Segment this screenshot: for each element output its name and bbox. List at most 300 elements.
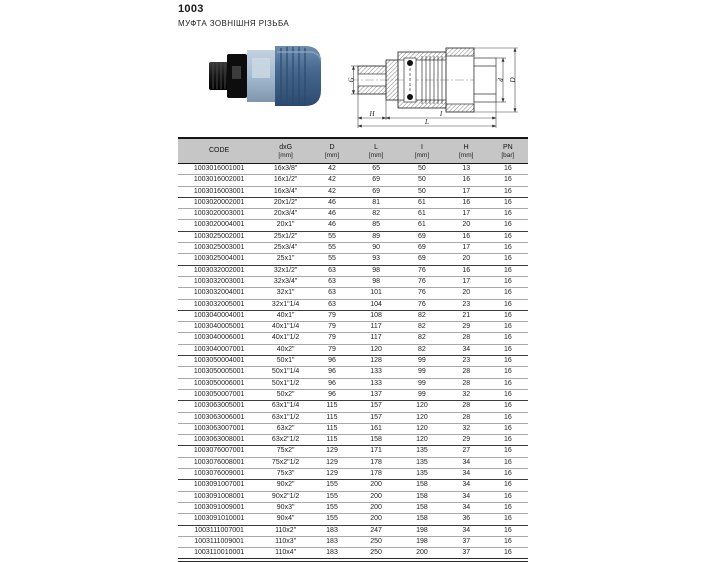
cell-dxg: 25x1/2" bbox=[260, 231, 311, 242]
cell-i: 61 bbox=[399, 209, 445, 220]
cell-pn: 16 bbox=[488, 220, 528, 231]
cell-l: 157 bbox=[353, 401, 399, 412]
cell-code: 1003091008001 bbox=[178, 491, 260, 502]
cell-code: 1003091010001 bbox=[178, 514, 260, 525]
cell-i: 198 bbox=[399, 536, 445, 547]
cell-i: 76 bbox=[399, 288, 445, 299]
cell-h: 32 bbox=[445, 423, 488, 434]
cell-dxg: 110x2" bbox=[260, 525, 311, 536]
cell-dxg: 90x4" bbox=[260, 514, 311, 525]
cell-code: 1003032004001 bbox=[178, 288, 260, 299]
table-row bbox=[178, 389, 528, 400]
column-header-d: D [mm] bbox=[311, 138, 353, 164]
cell-code: 1003111007001 bbox=[178, 525, 260, 536]
cell-l: 117 bbox=[353, 322, 399, 333]
cell-pn: 16 bbox=[488, 310, 528, 321]
cell-h: 17 bbox=[445, 243, 488, 254]
cell-pn: 16 bbox=[488, 457, 528, 468]
cell-code: 1003032002001 bbox=[178, 265, 260, 276]
cell-h: 28 bbox=[445, 378, 488, 389]
table-row bbox=[178, 446, 528, 457]
hex-step bbox=[386, 60, 398, 100]
cell-pn: 16 bbox=[488, 480, 528, 491]
cell-i: 82 bbox=[399, 310, 445, 321]
cell-code: 1003091007001 bbox=[178, 480, 260, 491]
cell-i: 99 bbox=[399, 356, 445, 367]
cell-pn: 16 bbox=[488, 435, 528, 446]
cell-i: 99 bbox=[399, 389, 445, 400]
cell-code: 1003016002001 bbox=[178, 175, 260, 186]
table-row bbox=[178, 254, 528, 265]
column-header-dxg: dxG [mm] bbox=[260, 138, 311, 164]
cell-pn: 16 bbox=[488, 265, 528, 276]
cell-d: 42 bbox=[328, 165, 336, 172]
cell-pn: 16 bbox=[488, 186, 528, 197]
cell-l: 200 bbox=[353, 502, 399, 513]
cell-dxg: 63x1"1/4 bbox=[260, 401, 311, 412]
cell-i: 76 bbox=[399, 265, 445, 276]
table-row bbox=[178, 367, 528, 378]
cell-l: 98 bbox=[353, 276, 399, 287]
cell-pn: 16 bbox=[488, 548, 528, 559]
cell-dxg: 20x3/4" bbox=[260, 209, 311, 220]
table-row bbox=[178, 209, 528, 220]
cell-pn: 16 bbox=[488, 401, 528, 412]
table-row bbox=[178, 435, 528, 446]
dim-label-H: H bbox=[369, 110, 375, 118]
cell-code: 1003076008001 bbox=[178, 457, 260, 468]
cell-i: 82 bbox=[399, 333, 445, 344]
cell-d: 115 bbox=[311, 435, 353, 446]
cell-d: 63 bbox=[311, 288, 353, 299]
cell-dxg: 25x3/4" bbox=[260, 243, 311, 254]
cell-pn: 16 bbox=[488, 254, 528, 265]
cell-i: 120 bbox=[399, 435, 445, 446]
cell-h: 29 bbox=[445, 322, 488, 333]
cell-pn: 16 bbox=[488, 175, 528, 186]
cell-code: 1003040004001 bbox=[178, 310, 260, 321]
cell-l: 120 bbox=[353, 344, 399, 355]
cell-h: 34 bbox=[445, 491, 488, 502]
table-row bbox=[178, 276, 528, 287]
cell-h: 21 bbox=[445, 310, 488, 321]
cell-d: 115 bbox=[311, 401, 353, 412]
cell-d: 46 bbox=[311, 209, 353, 220]
cell-d: 42 bbox=[311, 186, 353, 197]
cell-code: 1003076007001 bbox=[178, 446, 260, 457]
cell-pn: 16 bbox=[488, 231, 528, 242]
cell-h: 32 bbox=[445, 389, 488, 400]
cell-dxg: 16x3/4" bbox=[260, 186, 311, 197]
cell-h: 28 bbox=[445, 401, 488, 412]
cell-pn: 16 bbox=[488, 299, 528, 310]
cell-h: 36 bbox=[445, 514, 488, 525]
cell-pn: 16 bbox=[488, 491, 528, 502]
cell-h: 34 bbox=[445, 525, 488, 536]
cell-pn: 16 bbox=[488, 243, 528, 254]
cell-h: 16 bbox=[445, 265, 488, 276]
cell-l: 117 bbox=[353, 333, 399, 344]
table-row bbox=[178, 401, 528, 412]
cell-h: 34 bbox=[445, 502, 488, 513]
cell-d: 79 bbox=[311, 333, 353, 344]
cell-d: 155 bbox=[311, 480, 353, 491]
cell-i: 50 bbox=[399, 186, 445, 197]
cell-pn: 16 bbox=[488, 525, 528, 536]
cell-pn: 16 bbox=[503, 165, 512, 172]
cell-code: 1003063007001 bbox=[178, 423, 260, 434]
cell-l: 69 bbox=[353, 175, 399, 186]
cell-d: 129 bbox=[311, 457, 353, 468]
table-row bbox=[178, 322, 528, 333]
cell-dxg: 63x1"1/2 bbox=[260, 412, 311, 423]
cell-h: 29 bbox=[445, 435, 488, 446]
dim-label-d: d bbox=[497, 78, 505, 82]
cell-h: 17 bbox=[445, 276, 488, 287]
cell-dxg: 75x3" bbox=[260, 469, 311, 480]
cell-dxg: 50x1" bbox=[260, 356, 311, 367]
cell-code: 1003050004001 bbox=[178, 356, 260, 367]
cell-i: 69 bbox=[399, 254, 445, 265]
cell-d: 63 bbox=[311, 265, 353, 276]
cell-h: 13 bbox=[462, 165, 471, 172]
cell-l: 82 bbox=[353, 209, 399, 220]
cell-l: 90 bbox=[353, 243, 399, 254]
cell-h: 27 bbox=[445, 446, 488, 457]
cell-h: 16 bbox=[445, 231, 488, 242]
table-row bbox=[178, 197, 528, 208]
cell-l: 178 bbox=[353, 457, 399, 468]
cell-l: 178 bbox=[353, 469, 399, 480]
cell-code: 1003032005001 bbox=[178, 299, 260, 310]
cell-d: 115 bbox=[311, 423, 353, 434]
cell-h: 34 bbox=[445, 480, 488, 491]
cell-l: 85 bbox=[353, 220, 399, 231]
cell-code: 1003040006001 bbox=[178, 333, 260, 344]
table-row bbox=[178, 480, 528, 491]
cell-l: 200 bbox=[353, 514, 399, 525]
cell-i: 82 bbox=[399, 344, 445, 355]
cell-code: 1003025003001 bbox=[178, 243, 260, 254]
body-band bbox=[247, 50, 275, 102]
cell-dxg: 63x2"1/2 bbox=[260, 435, 311, 446]
cell-l: 137 bbox=[353, 389, 399, 400]
cell-i: 99 bbox=[399, 367, 445, 378]
cell-l: 247 bbox=[353, 525, 399, 536]
cell-code: 1003040007001 bbox=[178, 344, 260, 355]
cell-code: 1003063006001 bbox=[178, 412, 260, 423]
cell-i: 69 bbox=[399, 243, 445, 254]
cell-d: 96 bbox=[311, 389, 353, 400]
table-row bbox=[178, 265, 528, 276]
cell-pn: 16 bbox=[488, 356, 528, 367]
cell-d: 155 bbox=[311, 514, 353, 525]
table-row bbox=[178, 491, 528, 502]
table-row bbox=[178, 536, 528, 547]
cell-code: 1003020004001 bbox=[178, 220, 260, 231]
cell-d: 129 bbox=[311, 446, 353, 457]
table-row bbox=[178, 514, 528, 525]
cell-pn: 16 bbox=[488, 367, 528, 378]
cell-d: 183 bbox=[311, 525, 353, 536]
cell-h: 34 bbox=[445, 344, 488, 355]
cell-d: 183 bbox=[311, 548, 353, 559]
cell-l: 98 bbox=[353, 265, 399, 276]
cell-pn: 16 bbox=[488, 502, 528, 513]
cell-dxg: 50x1"1/2 bbox=[260, 378, 311, 389]
table-body bbox=[178, 164, 528, 559]
cell-h: 28 bbox=[445, 367, 488, 378]
cell-i: 120 bbox=[399, 423, 445, 434]
cell-d: 155 bbox=[311, 491, 353, 502]
cell-dxg: 40x1" bbox=[260, 310, 311, 321]
cell-pn: 16 bbox=[488, 209, 528, 220]
cell-pn: 16 bbox=[488, 378, 528, 389]
cell-i: 61 bbox=[399, 197, 445, 208]
cell-i: 135 bbox=[399, 457, 445, 468]
table-row bbox=[178, 412, 528, 423]
table-row bbox=[178, 423, 528, 434]
spec-table bbox=[178, 137, 528, 559]
cell-l: 250 bbox=[353, 548, 399, 559]
cell-h: 23 bbox=[445, 299, 488, 310]
column-header-pn: PN [bar] bbox=[488, 138, 528, 164]
cell-pn: 16 bbox=[488, 389, 528, 400]
table-row bbox=[178, 378, 528, 389]
cell-h: 16 bbox=[445, 175, 488, 186]
cell-h: 20 bbox=[445, 254, 488, 265]
cell-code: 1003025002001 bbox=[178, 231, 260, 242]
table-row bbox=[178, 344, 528, 355]
page-code: 1003 bbox=[178, 3, 204, 15]
cell-code: 1003032003001 bbox=[178, 276, 260, 287]
collar bbox=[227, 54, 247, 98]
cell-i: 76 bbox=[399, 299, 445, 310]
cell-pn: 16 bbox=[488, 333, 528, 344]
dim-label-G: G bbox=[348, 77, 356, 83]
cell-code: 1003020002001 bbox=[178, 197, 260, 208]
cell-h: 37 bbox=[445, 536, 488, 547]
cell-h: 34 bbox=[445, 457, 488, 468]
cell-code: 1003016003001 bbox=[178, 186, 260, 197]
cell-code: 1003050007001 bbox=[178, 389, 260, 400]
page-title: МУФТА ЗОВНІШНЯ РІЗЬБА bbox=[178, 19, 290, 28]
cell-l: 200 bbox=[353, 491, 399, 502]
table-row bbox=[178, 525, 528, 536]
cell-i: 135 bbox=[399, 469, 445, 480]
cell-d: 183 bbox=[311, 536, 353, 547]
cell-l: 128 bbox=[353, 356, 399, 367]
table-row bbox=[178, 457, 528, 468]
cell-l: 69 bbox=[353, 186, 399, 197]
cell-dxg: 20x1/2" bbox=[260, 197, 311, 208]
column-header-i: I [mm] bbox=[399, 138, 445, 164]
cell-dxg: 32x1"1/4 bbox=[260, 299, 311, 310]
cell-pn: 16 bbox=[488, 288, 528, 299]
cell-i: 50 bbox=[418, 165, 426, 172]
cell-code: 1003063005001 bbox=[178, 401, 260, 412]
table-row bbox=[178, 220, 528, 231]
cell-l: 108 bbox=[353, 310, 399, 321]
cell-d: 46 bbox=[311, 197, 353, 208]
cell-code: 1003111009001 bbox=[178, 536, 260, 547]
cell-l: 250 bbox=[353, 536, 399, 547]
cell-dxg: 110x4" bbox=[260, 548, 311, 559]
cell-dxg: 50x2" bbox=[260, 389, 311, 400]
cell-i: 99 bbox=[399, 378, 445, 389]
cell-code: 1003076009001 bbox=[178, 469, 260, 480]
cell-i: 120 bbox=[399, 412, 445, 423]
cell-l: 157 bbox=[353, 412, 399, 423]
male-thread-end bbox=[209, 62, 229, 90]
table-row bbox=[178, 231, 528, 242]
cell-dxg: 32x1" bbox=[260, 288, 311, 299]
cell-h: 17 bbox=[445, 186, 488, 197]
clamp-insert bbox=[404, 58, 416, 102]
table-header-row bbox=[178, 138, 528, 164]
cell-d: 96 bbox=[311, 378, 353, 389]
cell-code: 1003091009001 bbox=[178, 502, 260, 513]
cell-d: 79 bbox=[311, 322, 353, 333]
cell-h: 28 bbox=[445, 333, 488, 344]
cell-code: 1003050006001 bbox=[178, 378, 260, 389]
cell-d: 115 bbox=[311, 412, 353, 423]
cell-code: 1003025004001 bbox=[178, 254, 260, 265]
dim-label-D: D bbox=[509, 77, 517, 83]
cell-i: 82 bbox=[399, 322, 445, 333]
table-row bbox=[178, 310, 528, 321]
cell-pn: 16 bbox=[488, 412, 528, 423]
cell-dxg: 90x2"1/2 bbox=[260, 491, 311, 502]
table-row bbox=[178, 356, 528, 367]
column-header-h: H [mm] bbox=[445, 138, 488, 164]
cell-l: 93 bbox=[353, 254, 399, 265]
cell-d: 55 bbox=[311, 231, 353, 242]
cell-code: 1003050005001 bbox=[178, 367, 260, 378]
cell-dxg: 20x1" bbox=[260, 220, 311, 231]
cell-dxg: 32x1/2" bbox=[260, 265, 311, 276]
pipe-end bbox=[474, 58, 496, 102]
cell-code: 1003016001001 bbox=[193, 165, 245, 172]
cell-dxg: 50x1"1/4 bbox=[260, 367, 311, 378]
cell-h: 16 bbox=[445, 197, 488, 208]
cell-pn: 16 bbox=[488, 446, 528, 457]
cell-dxg: 16x3/8" bbox=[273, 165, 298, 172]
product-photo bbox=[207, 38, 325, 114]
cell-dxg: 40x1"1/2 bbox=[260, 333, 311, 344]
cell-l: 161 bbox=[353, 423, 399, 434]
technical-diagram bbox=[348, 30, 530, 132]
column-header-code: CODE bbox=[178, 138, 260, 164]
cell-dxg: 75x2" bbox=[260, 446, 311, 457]
cell-d: 96 bbox=[311, 356, 353, 367]
table-row bbox=[178, 175, 528, 186]
cell-dxg: 110x3" bbox=[260, 536, 311, 547]
cell-h: 28 bbox=[445, 412, 488, 423]
cell-d: 155 bbox=[311, 502, 353, 513]
cell-d: 79 bbox=[311, 310, 353, 321]
cell-pn: 16 bbox=[488, 322, 528, 333]
cell-h: 37 bbox=[445, 548, 488, 559]
cell-l: 101 bbox=[353, 288, 399, 299]
table-row bbox=[178, 288, 528, 299]
cell-dxg: 16x1/2" bbox=[260, 175, 311, 186]
cell-i: 158 bbox=[399, 502, 445, 513]
cell-dxg: 32x3/4" bbox=[260, 276, 311, 287]
cell-i: 158 bbox=[399, 514, 445, 525]
cell-pn: 16 bbox=[488, 344, 528, 355]
cell-d: 63 bbox=[311, 299, 353, 310]
cell-dxg: 40x2" bbox=[260, 344, 311, 355]
cell-h: 20 bbox=[445, 220, 488, 231]
cell-d: 42 bbox=[311, 175, 353, 186]
table-row bbox=[178, 164, 528, 175]
cell-d: 55 bbox=[311, 254, 353, 265]
cell-dxg: 63x2" bbox=[260, 423, 311, 434]
cell-l: 200 bbox=[353, 480, 399, 491]
cell-d: 46 bbox=[311, 220, 353, 231]
cell-l: 133 bbox=[353, 367, 399, 378]
cell-d: 129 bbox=[311, 469, 353, 480]
cell-i: 200 bbox=[399, 548, 445, 559]
cell-d: 55 bbox=[311, 243, 353, 254]
cell-l: 65 bbox=[372, 165, 380, 172]
cell-l: 133 bbox=[353, 378, 399, 389]
table-row bbox=[178, 469, 528, 480]
table-row bbox=[178, 333, 528, 344]
cell-h: 20 bbox=[445, 288, 488, 299]
cell-i: 61 bbox=[399, 220, 445, 231]
cell-d: 63 bbox=[311, 276, 353, 287]
cell-i: 135 bbox=[399, 446, 445, 457]
table-row bbox=[178, 502, 528, 513]
cell-pn: 16 bbox=[488, 276, 528, 287]
cell-dxg: 75x2"1/2 bbox=[260, 457, 311, 468]
cell-dxg: 90x2" bbox=[260, 480, 311, 491]
cell-code: 1003020003001 bbox=[178, 209, 260, 220]
cell-l: 81 bbox=[353, 197, 399, 208]
cell-h: 23 bbox=[445, 356, 488, 367]
cell-dxg: 40x1"1/4 bbox=[260, 322, 311, 333]
cell-i: 76 bbox=[399, 276, 445, 287]
cell-pn: 16 bbox=[488, 514, 528, 525]
cell-code: 1003110010001 bbox=[178, 548, 260, 559]
cell-l: 89 bbox=[353, 231, 399, 242]
cell-pn: 16 bbox=[488, 197, 528, 208]
spec-table-container bbox=[178, 137, 528, 562]
cell-i: 158 bbox=[399, 480, 445, 491]
cell-dxg: 90x3" bbox=[260, 502, 311, 513]
cell-h: 34 bbox=[445, 469, 488, 480]
cell-d: 96 bbox=[311, 367, 353, 378]
table-row bbox=[178, 243, 528, 254]
cell-d: 79 bbox=[311, 344, 353, 355]
dim-label-I: I bbox=[439, 110, 443, 118]
cell-l: 158 bbox=[353, 435, 399, 446]
cell-pn: 16 bbox=[488, 469, 528, 480]
table-row bbox=[178, 299, 528, 310]
cell-l: 104 bbox=[353, 299, 399, 310]
cell-i: 158 bbox=[399, 491, 445, 502]
cell-i: 120 bbox=[399, 401, 445, 412]
column-header-l: L [mm] bbox=[353, 138, 399, 164]
table-row bbox=[178, 186, 528, 197]
cell-l: 171 bbox=[353, 446, 399, 457]
cap-nut bbox=[275, 46, 321, 106]
cell-dxg: 25x1" bbox=[260, 254, 311, 265]
cell-i: 198 bbox=[399, 525, 445, 536]
cell-code: 1003063008001 bbox=[178, 435, 260, 446]
